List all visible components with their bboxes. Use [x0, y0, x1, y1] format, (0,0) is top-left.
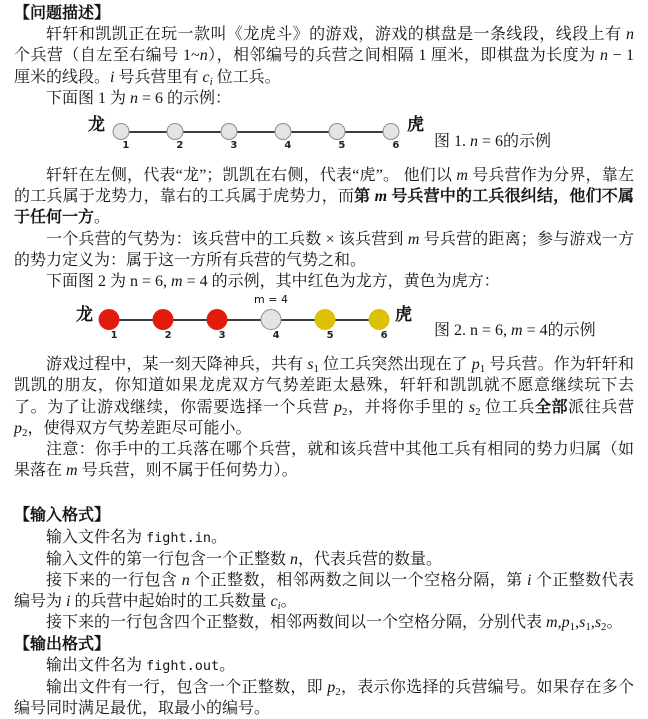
camp-node-3	[221, 123, 238, 152]
text-run: 游戏过程中，某一刻天降神兵，共有	[46, 356, 308, 374]
text-run: 全部	[534, 398, 569, 416]
text-run: 的兵营中起始时的工兵数量	[70, 593, 271, 611]
text-run: p	[327, 679, 336, 697]
camp-number: 1	[122, 140, 130, 152]
section-heading-output-format: 【输出格式】	[14, 635, 111, 653]
figure-2-caption	[434, 320, 596, 341]
camp-number: 5	[338, 140, 346, 152]
text-run: i	[110, 68, 115, 86]
section-heading-input-format: 【输入格式】	[14, 507, 111, 525]
problem-paragraph-sides	[14, 165, 634, 229]
text-run: i	[66, 593, 71, 611]
input-line-counts	[14, 570, 634, 612]
text-run: 号兵营里有	[114, 68, 203, 86]
text-run: 2	[475, 405, 481, 418]
dragon-label: 龙	[88, 115, 105, 135]
text-run: 号兵营中的工兵很纠结，他们不属于任何一方	[14, 188, 634, 227]
text-run: n	[130, 89, 139, 107]
camp-number: 4	[284, 140, 292, 152]
text-run: 注意：你手中的工兵落在哪个兵营，就和该兵营中其他工兵有相同的势力归属（如果落在	[14, 441, 634, 480]
tiger-label: 虎	[395, 305, 412, 325]
camp-line-figure-2	[109, 292, 388, 354]
camp-node-6	[383, 123, 400, 152]
text-run: i	[209, 75, 213, 88]
camp-node-4	[275, 123, 292, 152]
figure-2	[14, 292, 634, 354]
camp-number: 1	[110, 330, 118, 342]
input-line-filename	[14, 527, 634, 549]
figure-1	[14, 111, 634, 165]
camp-number: 3	[230, 140, 238, 152]
text-run: p	[471, 356, 480, 374]
divider-marker-label: m = 4	[254, 293, 288, 307]
text-run: 1	[585, 621, 591, 634]
problem-paragraph-figure1-lead	[14, 88, 634, 109]
text-run: s	[594, 614, 602, 632]
text-run: n	[470, 133, 479, 151]
text-run: s	[579, 614, 586, 632]
camp-node-2	[153, 309, 174, 342]
text-run: = 6 的示例：	[138, 89, 232, 107]
problem-paragraph-figure2-lead	[14, 271, 634, 292]
camp-node-5	[315, 309, 336, 342]
text-run: 1	[569, 621, 576, 634]
camp-node-3	[207, 309, 228, 342]
text-run: 第	[354, 188, 375, 206]
text-run: 一个兵营的气势为：该兵营中的工兵数 × 该兵营到	[46, 230, 408, 248]
text-run: 接下来的一行包含	[46, 572, 182, 590]
text-run: m	[66, 462, 78, 480]
camp-circle	[113, 123, 130, 140]
text-run: 2	[22, 426, 28, 439]
camp-circle	[329, 123, 346, 140]
camp-number: 4	[272, 330, 280, 342]
camp-circle	[153, 309, 174, 330]
camp-number: 2	[164, 330, 172, 342]
camp-circle	[221, 123, 238, 140]
text-run: p	[333, 398, 342, 416]
problem-paragraph-note	[14, 439, 634, 481]
text-run: n	[199, 47, 208, 65]
problem-paragraph-momentum	[14, 229, 634, 271]
text-run: 图 1.	[434, 133, 471, 151]
text-run: n	[290, 550, 299, 568]
text-run: 输出文件有一行，包含一个正整数，即	[46, 679, 328, 697]
text-run: 个兵营（自左至右编号 1~	[14, 47, 200, 65]
text-run: 接下来的一行包含四个正整数，相邻两数间以一个空格分隔，分别代表	[46, 614, 547, 632]
camp-line-figure-1	[121, 111, 400, 165]
dragon-label: 龙	[76, 305, 93, 325]
text-run: 2	[601, 621, 607, 634]
text-run: fight.out	[146, 657, 220, 674]
text-run: = 4 的示例，其中红色为龙方，黄色为虎方：	[182, 273, 500, 291]
tiger-label: 虎	[407, 115, 424, 135]
camp-number: 6	[392, 140, 400, 152]
camp-circle	[383, 123, 400, 140]
camp-number: 5	[326, 330, 334, 342]
text-run: ，使得双方气势差距尽可能小。	[27, 419, 252, 437]
text-run: − 1 厘米的线段。	[14, 47, 634, 86]
text-run: n	[626, 26, 634, 44]
problem-paragraph-reinforcements	[14, 354, 634, 439]
camp-circle	[167, 123, 184, 140]
camp-number: 6	[380, 330, 388, 342]
text-run: m	[546, 614, 558, 632]
text-run: 。	[94, 209, 111, 227]
text-run: 输出文件名为	[46, 656, 147, 674]
text-run: p	[561, 614, 570, 632]
text-run: 位工兵突然出现在了	[318, 356, 472, 374]
camp-node-4	[254, 293, 288, 342]
camp-node-5	[329, 123, 346, 152]
text-run: m	[374, 188, 388, 206]
camp-circle	[275, 123, 292, 140]
text-run: ,	[575, 614, 580, 632]
text-run: = 4的示例	[522, 322, 596, 340]
camp-node-2	[167, 123, 184, 152]
camp-number: 2	[176, 140, 184, 152]
text-run: ,	[557, 614, 562, 632]
camp-node-1	[113, 123, 130, 152]
text-run: c	[270, 593, 278, 611]
text-run: c	[202, 68, 210, 86]
text-run: s	[307, 356, 314, 374]
text-run: 号兵营作为分界，靠左的工兵属于龙势力，靠右的工兵属于虎势力，而	[14, 167, 634, 206]
text-run: 。	[606, 614, 623, 632]
text-run: 1	[313, 363, 319, 376]
text-run: 输入文件名为	[46, 528, 147, 546]
text-run: n	[181, 572, 190, 590]
text-run: 号兵营。作为轩轩和凯凯的朋友，你知道如果龙虎双方气势差距太悬殊，轩轩和凯凯就不愿意继续玩下去了。为了让游戏继续，你需要选择一个兵营	[14, 356, 634, 416]
text-run: 。	[280, 593, 297, 611]
text-run: 图 2. n = 6,	[434, 322, 512, 340]
camp-circle	[369, 309, 390, 330]
text-run: m	[407, 230, 420, 248]
text-run: 位工兵。	[212, 68, 281, 86]
text-run: 。	[219, 656, 236, 674]
text-run: ，代表兵营的数量。	[298, 550, 443, 568]
text-run: 个正整数代表编号为	[14, 572, 634, 611]
text-run: 号兵营，则不属于任何势力）。	[77, 462, 298, 480]
camp-node-1	[99, 309, 120, 342]
text-run: ），相邻编号的兵营之间相隔 1 厘米，即棋盘为长度为	[207, 47, 601, 65]
output-line-answer	[14, 677, 634, 719]
text-run: i	[277, 600, 281, 613]
camp-circle	[261, 309, 282, 330]
text-run: 2	[341, 405, 348, 418]
text-run: s	[468, 398, 476, 416]
text-run: ,	[590, 614, 595, 632]
problem-paragraph-intro	[14, 24, 634, 88]
section-spacer	[14, 481, 634, 505]
text-run: 。	[211, 528, 228, 546]
figure-1-caption	[434, 131, 551, 152]
text-run: p	[14, 419, 22, 437]
text-run: n	[600, 47, 609, 65]
input-line-params	[14, 612, 634, 633]
text-run: 号兵营的距离；参与游戏一方的势力定义为：属于这一方所有兵营的气势之和。	[14, 230, 634, 269]
text-run: 个正整数，相邻两数之间以一个空格分隔，第	[189, 572, 527, 590]
text-run: i	[527, 572, 532, 590]
camp-circle	[315, 309, 336, 330]
text-run: 轩轩和凯凯正在玩一款叫《龙虎斗》的游戏，游戏的棋盘是一条线段，线段上有	[46, 26, 626, 44]
text-run: m	[511, 322, 523, 340]
section-heading-problem-description: 【问题描述】	[14, 5, 111, 22]
text-run: m	[171, 273, 183, 291]
camp-circle	[99, 309, 120, 330]
input-line-n	[14, 549, 634, 570]
text-run: = 6的示例	[478, 133, 552, 151]
text-run: 输入文件的第一行包含一个正整数	[46, 550, 291, 568]
text-run: 轩轩在左侧，代表“龙”；凯凯在右侧，代表“虎”。 他们以	[46, 167, 457, 185]
camp-node-6	[369, 309, 390, 342]
text-run: 2	[335, 686, 341, 699]
text-run: 派往兵营	[568, 398, 634, 416]
text-run: 位工兵	[480, 398, 535, 416]
camp-number: 3	[218, 330, 226, 342]
text-run: 下面图 1 为	[46, 89, 131, 107]
camp-circle	[207, 309, 228, 330]
text-run: 下面图 2 为 n = 6,	[46, 273, 172, 291]
text-run: m	[456, 167, 468, 185]
text-run: ，表示你选择的兵营编号。如果存在多个编号同时满足最优，取最小的编号。	[14, 679, 634, 718]
text-run: fight.in	[146, 529, 212, 546]
text-run: 1	[479, 363, 486, 376]
text-run: ，并将你手里的	[347, 398, 469, 416]
output-line-filename	[14, 655, 634, 677]
